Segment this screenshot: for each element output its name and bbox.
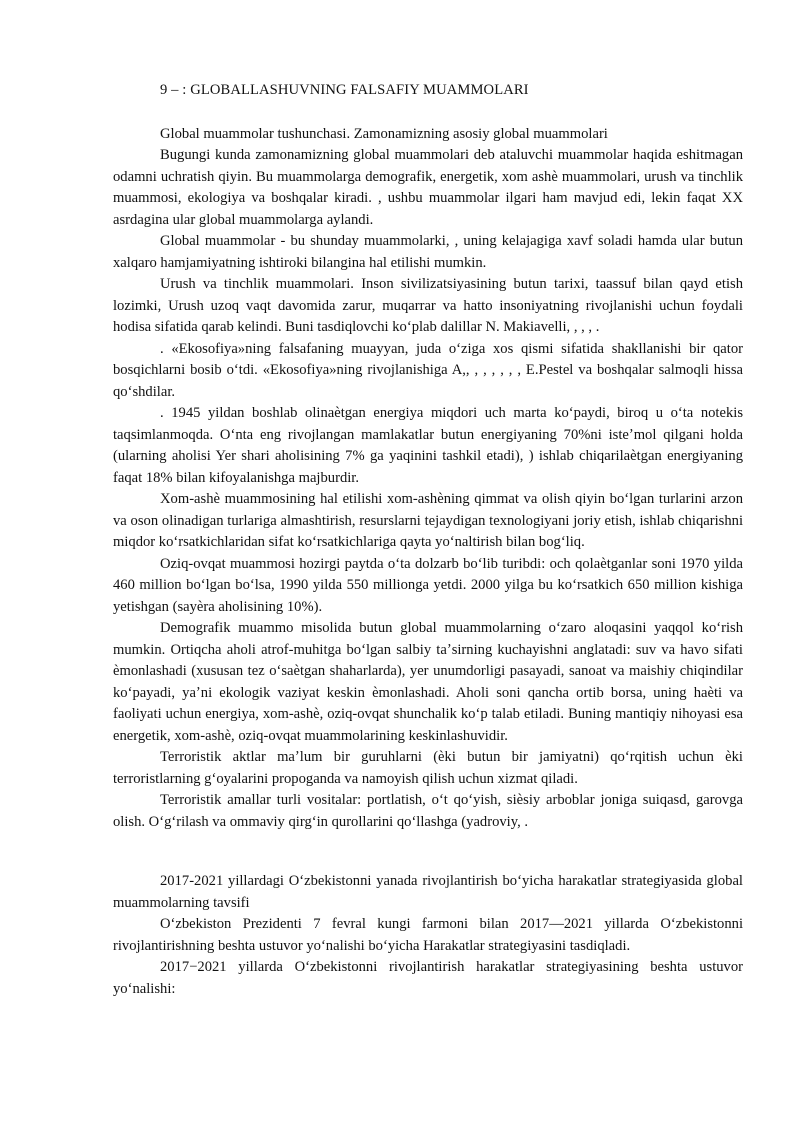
paragraph: Oʻzbekiston Prezidenti 7 fevral kungi farmoni bilan 2017—2021 yillarda Oʻzbekistonni rivojlantirishning beshta ustuvor yoʻnalishi boʻyicha Harakatlar strategiyasini tasdiqladi. <box>113 916 743 954</box>
paragraph: Xom-ashè muammosining hal etilishi xom-ashèning qimmat va olish qiyin boʻlgan turlarini arzon va oson olinadigan turlariga almashtirish, resurslarni tejaydigan texnologiyani joriy etish, ishlab chiqarishni miqdor koʻrsatkichlaridan sifat koʻrsatkichlariga qayta yoʻnaltirish bilan bogʻliq. <box>113 491 743 550</box>
document-page <box>113 78 743 1000</box>
paragraph: 2017−2021 yillarda Oʻzbekistonni rivojlantirish harakatlar strategiyasining beshta ustuvor yoʻnalishi: <box>113 959 743 997</box>
document-title: 9 – : GLOBALLASHUVNING FALSAFIY MUAMMOLARI <box>160 82 529 98</box>
paragraph: Oziq-ovqat muammosi hozirgi paytda oʻta dolzarb boʻlib turibdi: och qolaètganlar soni 1970 yilda 460 million boʻlgan boʻlsa, 1990 yilda 550 millionga yetdi. 2000 yilga bu koʻrsatkich 650 million kishiga yetishgan (sayèra aholisining 10%). <box>113 555 743 615</box>
paragraph: Urush va tinchlik muammolari. Inson sivilizatsiyasining butun tarixi, taassuf bilan qayd etish lozimki, Urush uzoq vaqt davomida zarur, muqarrar va hatto insoniyatning rivojlanishi uchun foydali hodisa sifatida qarab kelindi. Buni tasdiqlovchi koʻplab dalillar N. Makiavelli, , , , . <box>113 276 743 335</box>
section-spacer <box>113 833 743 871</box>
paragraph: . «Ekosofiya»ning falsafaning muayyan, juda oʻziga xos qismi sifatida shakllanishi bir qator bosqichlarni bosib oʻtdi. «Ekosofiya»ning rivojlanishiga A,, , , , , , , E.Pestel va boshqalar salmoqli hissa qoʻshdilar. <box>113 340 743 400</box>
section-heading-strategy: 2017-2021 yillardagi Oʻzbekistonni yanada rivojlantirish boʻyicha harakatlar strategiyasida global muammolarning tavsifi <box>113 873 743 911</box>
paragraph: Demografik muammo misolida butun global muammolarning oʻzaro aloqasini yaqqol koʻrish mumkin. Ortiqcha aholi atrof-muhitga boʻlgan salbiy taʼsirning kuchayishni anglatadi: suv va havo sifati èmonlashadi (xususan tez oʻsaètgan shaharlarda), yer unumdorligi pasayadi, sanoat va maishiy chiqindilar koʻpayadi, yaʼni ekologik vaziyat keskin èmonlashadi. Aholi soni qancha ortib borsa, uning haèti va faoliyati uchun energiya, xom-ashè, oziq-ovqat shunchalik koʻp talab etiladi. Buning mantiqiy nihoyasi esa energetik, xom-ashè, oziq-ovqat muammolarining keskinlashuvidir. <box>113 620 743 744</box>
paragraph: Terroristik aktlar maʼlum bir guruhlarni (èki butun bir jamiyatni) qoʻrqitish uchun èki terroristlarning gʻoyalarini propoganda va namoyish qilish uchun xizmat qiladi. <box>113 749 743 787</box>
paragraph: Terroristik amallar turli vositalar: portlatish, oʻt qoʻyish, sièsiy arboblar joniga suiqasd, garovga olish. Oʻgʻrilash va ommaviy qirgʻin qurollarini qoʻllashga (yadroviy, . <box>113 792 743 830</box>
section-heading-global-problems: Global muammolar tushunchasi. Zamonamizning asosiy global muammolari <box>160 125 608 142</box>
paragraph: Bugungi kunda zamonamizning global muammolari deb ataluvchi muammolar haqida eshitmagan odamni uchratish qiyin. Bu muammolarga demografik, energetik, xom ashè muammolari, urush va tinchlik muammosi, ekologiya va boshqalar kiradi. , ushbu muammolar ilgari ham mavjud edi, lekin faqat XX asrdagina ular global muammolarga aylandi. <box>113 147 743 228</box>
paragraph: . 1945 yildan boshlab olinaètgan energiya miqdori uch marta koʻpaydi, biroq u oʻta notekis taqsimlanmoqda. Oʻnta eng rivojlangan mamlakatlar butun energiyaning 70%ni isteʼmol qilgani holda (ularning aholisi Yer shari aholisining 7% ga yaqinini tashkil etadi), ) ishlab chiqarilaètgan energiyaning faqat 18% bilan kifoyalanishga majburdir. <box>113 405 743 486</box>
paragraph: Global muammolar - bu shunday muammolarki, , uning kelajagiga xavf soladi hamda ular butun xalqaro hamjamiyatning ishtiroki bilangina hal etilishi mumkin. <box>113 233 743 271</box>
